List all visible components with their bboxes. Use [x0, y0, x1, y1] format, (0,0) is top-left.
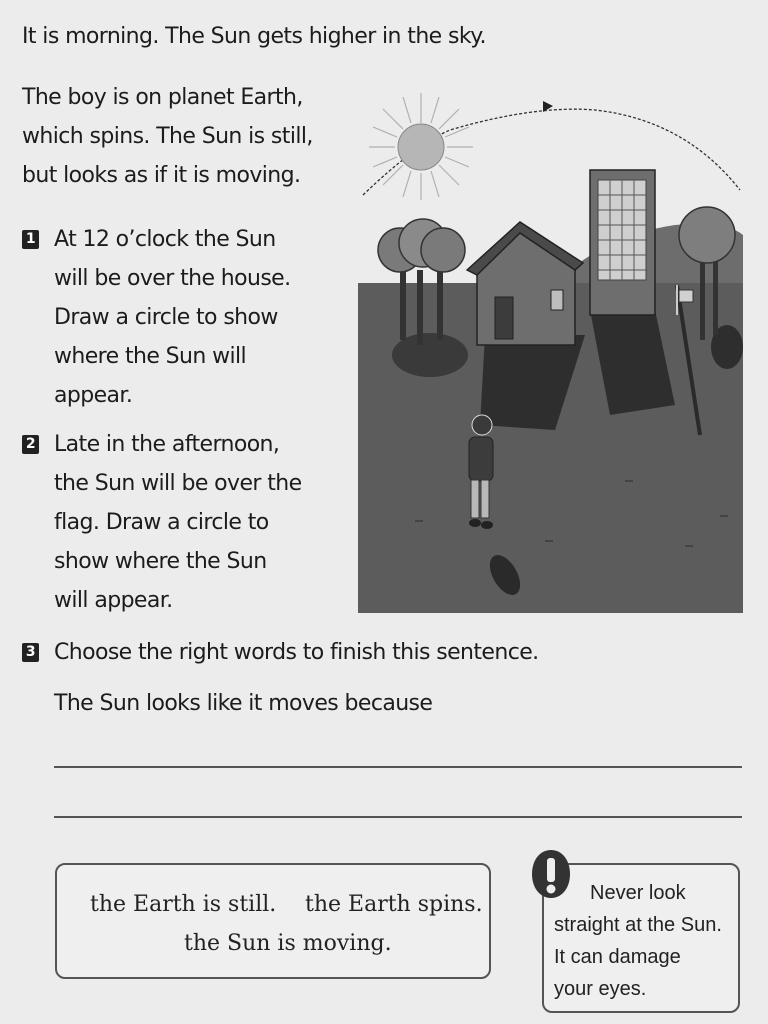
answer-line[interactable] [54, 816, 742, 818]
question-number-badge: 2 [22, 435, 39, 454]
question-line: appear. [54, 383, 133, 408]
paragraph-line: which spins. The Sun is still, [22, 124, 313, 149]
question-line: Draw a circle to show [54, 305, 278, 330]
choice-sun-moving[interactable]: the Sun is moving. [184, 931, 392, 956]
choice-earth-still[interactable]: the Earth is still. [90, 892, 277, 917]
exclamation-warning-icon [528, 848, 574, 900]
paragraph-line: but looks as if it is moving. [22, 163, 301, 188]
warning-line: It can damage [554, 946, 681, 968]
scene-illustration [355, 85, 745, 615]
intro-paragraph [22, 78, 342, 195]
question-2 [22, 425, 324, 620]
warning-line: your eyes. [554, 978, 647, 1000]
question-number-badge: 1 [22, 230, 39, 249]
warning-line: Never look [590, 882, 686, 904]
intro-text: It is morning. The Sun gets higher in the sky. [22, 24, 486, 49]
question-line: Choose the right words to finish this sentence. [54, 640, 539, 665]
question-line: At 12 o’clock the Sun [54, 227, 276, 252]
question-line: will appear. [54, 588, 173, 613]
choice-earth-spins[interactable]: the Earth spins. [305, 892, 483, 917]
question-line: the Sun will be over the [54, 471, 302, 496]
question-line: will be over the house. [54, 266, 291, 291]
tall-building [590, 170, 655, 315]
question-line: Late in the afternoon, [54, 432, 280, 457]
warning-line: straight at the Sun. [554, 914, 722, 936]
sentence-start: The Sun looks like it moves because [54, 691, 433, 716]
question-line: show where the Sun [54, 549, 267, 574]
question-line: flag. Draw a circle to [54, 510, 269, 535]
question-1 [22, 220, 324, 415]
paragraph-line: The boy is on planet Earth, [22, 85, 303, 110]
question-line: where the Sun will [54, 344, 247, 369]
word-choices-box [55, 863, 491, 979]
question-number-badge: 3 [22, 643, 39, 662]
answer-line[interactable] [54, 766, 742, 768]
question-3 [22, 633, 734, 672]
